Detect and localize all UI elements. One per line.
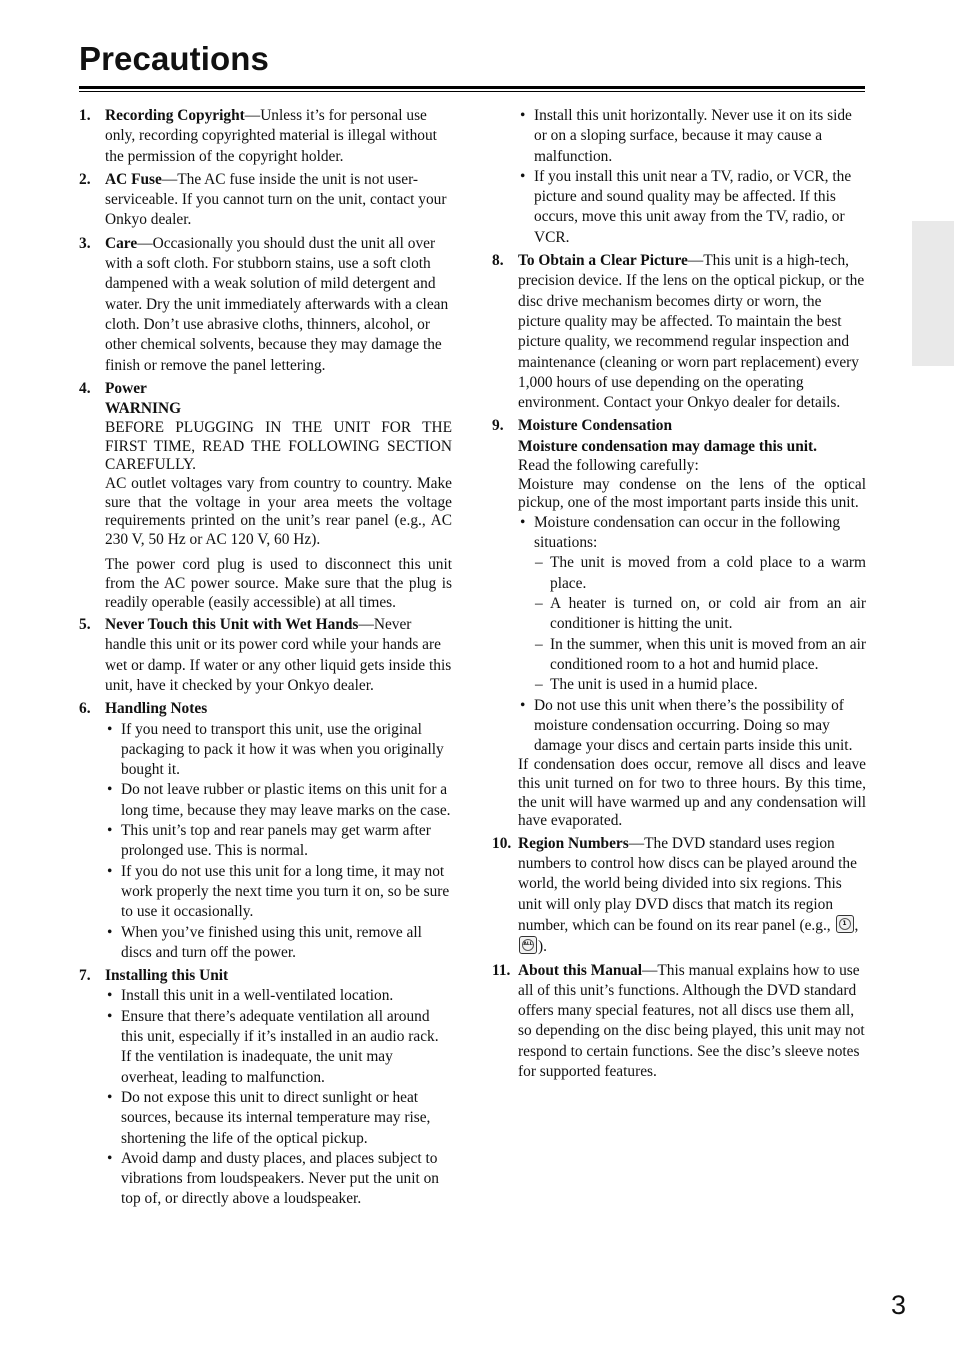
list-item: • Install this unit in a well-ventilated location.: [105, 986, 452, 1006]
region-all-label: ALL: [522, 939, 534, 951]
section-tab: [912, 221, 954, 366]
item-text: —This manual explains how to use all of this unit’s functions. Although the DVD standard offers many special features, not all discs use them all, so depending on the disc being played, this unit may not respond to certain functions. See the disc’s sleeve notes for supported features.: [518, 961, 865, 1081]
item-text: —This unit is a high-tech, precision device. If the lens on the optical pickup, or the disc drive mechanism becomes dirty or worn, the picture quality may be affected. To maintain the best picture quality, we recommend regular inspection and maintenance (cleaning or worn part replacement) every 1,000 hours of use depending on the operating environment. Contact your Onkyo dealer for details.: [518, 252, 865, 412]
sub-list-item: – In the summer, when this unit is moved from an air conditioned room to a hot and humid place.: [534, 635, 866, 676]
item-text: —The DVD standard uses region numbers to control how discs can be played around the world, the world being divided into six regions. This unit will only play DVD discs that match its region number, which can be found on its rear panel (e.g.,: [518, 834, 857, 934]
list-item: • Ensure that there’s adequate ventilation all around this unit, especially if it’s installed in an audio rack. If the ventilation is inadequate, the unit may overheat, leading to malfunction.: [105, 1007, 452, 1088]
moisture-intro: Moisture may condense on the lens of the optical pickup, one of the most important parts inside this unit.: [518, 475, 866, 512]
precaution-power: [79, 379, 452, 612]
item-heading: Region Numbers: [518, 834, 629, 852]
item-text: —Never handle this unit or its power cord while your hands are wet or damp. If water or any other liquid gets inside this unit, have it checked by your Onkyo dealer.: [105, 616, 452, 694]
item-number: 5.: [79, 616, 91, 634]
list-item: • If you do not use this unit for a long time, it may not work properly the next time you turn it on, so be sure to use it occasionally.: [105, 862, 452, 923]
list-item: • This unit’s top and rear panels may get warm after prolonged use. This is normal.: [105, 821, 452, 862]
item-heading: Power: [105, 379, 147, 397]
precaution-care: [79, 234, 452, 376]
list-item: • Avoid damp and dusty places, and places subject to vibrations from loudspeakers. Never put the unit on top of, or directly above a loudspeaker.: [105, 1149, 452, 1210]
power-voltage-text: AC outlet voltages vary from country to country. Make sure that the voltage in your area meets the voltage requirements printed on the unit’s rear panel (e.g., AC 230 V, 50 Hz or AC 120 V, 60 Hz).: [105, 474, 452, 548]
warning-label: WARNING: [105, 400, 182, 418]
item-number: 10.: [492, 834, 512, 852]
list-item: • Do not use this unit when there’s the possibility of moisture condensation occurring. Doing so may damage your discs and certain parts inside this unit.: [518, 696, 866, 757]
moisture-remedy: If condensation does occur, remove all discs and leave this unit turned on for two to three hours. By this time, the unit will have warmed up and any condensation will have evaporated.: [518, 756, 866, 830]
left-column: [79, 106, 452, 1213]
region-all-icon: [519, 936, 537, 954]
separator: ,: [854, 916, 859, 934]
list-item-text: Moisture condensation can occur in the following situations:: [534, 513, 841, 552]
moisture-warning: Moisture condensation may damage this unit.: [518, 437, 817, 455]
list-item: [518, 513, 866, 696]
item-number: 7.: [79, 967, 91, 985]
right-column: [492, 106, 866, 1085]
item-heading: Care: [105, 234, 138, 252]
item-heading: Installing this Unit: [105, 967, 229, 985]
item-text: —The AC fuse inside the unit is not user-serviceable. If you cannot turn on the unit, contact your Onkyo dealer.: [105, 170, 447, 229]
page-title: Precautions: [79, 40, 269, 77]
item-heading: Moisture Condensation: [518, 417, 673, 435]
sub-list-item: – A heater is turned on, or cold air from an air conditioner is hitting the unit.: [534, 594, 866, 635]
item-heading: About this Manual: [518, 961, 643, 979]
list-item: • If you install this unit near a TV, radio, or VCR, the picture and sound quality may be affected. If this occurs, move this unit away from the TV, radio, or VCR.: [518, 167, 866, 248]
precaution-recording-copyright: [79, 106, 452, 167]
item-number: 9.: [492, 417, 504, 435]
list-item: • Do not expose this unit to direct sunlight or heat sources, because its internal temperature may rise, shortening the life of the optical pickup.: [105, 1088, 452, 1149]
item-number: 6.: [79, 700, 91, 718]
item-heading: Recording Copyright: [105, 107, 245, 124]
item-heading: To Obtain a Clear Picture: [518, 252, 688, 270]
item-heading: AC Fuse: [105, 170, 162, 188]
item-number: 8.: [492, 252, 504, 270]
list-item: • If you need to transport this unit, use the original packaging to pack it how it was when you originally bought it.: [105, 720, 452, 781]
closing: ).: [538, 938, 547, 956]
list-item: • When you’ve finished using this unit, remove all discs and turn off the power.: [105, 923, 452, 964]
page-number: 3: [891, 1290, 907, 1320]
item-heading: Handling Notes: [105, 700, 208, 718]
title-rule-thick: [79, 86, 865, 89]
precaution-region-numbers: [492, 834, 866, 958]
list-item: • Do not leave rubber or plastic items on this unit for a long time, because they may leave marks on the case.: [105, 780, 452, 821]
item-number: 11.: [492, 961, 511, 979]
precaution-handling-notes: [79, 699, 452, 963]
region-1-label: 1: [839, 918, 851, 930]
moisture-read: Read the following carefully:: [518, 457, 699, 475]
item-number: 4.: [79, 379, 91, 397]
sub-list-item: – The unit is moved from a cold place to a warm place.: [534, 553, 866, 594]
precaution-wet-hands: [79, 615, 452, 696]
precaution-moisture-condensation: [492, 416, 866, 830]
warning-text: BEFORE PLUGGING IN THE UNIT FOR THE FIRST TIME, READ THE FOLLOWING SECTION CAREFULLY.: [105, 419, 452, 474]
item-text: —Occasionally you should dust the unit all over with a soft cloth. For stubborn stains, use a soft cloth dampened with a weak solution of mild detergent and water. Dry the unit immediately afterwards with a clean cloth. Don’t use abrasive cloths, thinners, alcohol, or other chemical solvents, because they may damage the finish or remove the panel lettering.: [105, 234, 449, 374]
precaution-ac-fuse: [79, 170, 452, 231]
item-number: 2.: [79, 170, 91, 188]
precaution-about-manual: [492, 961, 866, 1083]
precaution-installing-continued: [492, 106, 866, 248]
item-text: —Unless it’s for personal use only, recording copyrighted material is illegal without the permission of the copyright holder.: [105, 107, 437, 165]
power-plug-text: The power cord plug is used to disconnect this unit from the AC power source. Make sure that the plug is readily operable (easily accessible) at all times.: [105, 556, 452, 611]
precaution-clear-picture: [492, 251, 866, 413]
title-rule-thin: [79, 91, 865, 92]
list-item: • Install this unit horizontally. Never use it on its side or on a sloping surface, because it may cause a malfunction.: [518, 106, 866, 167]
item-heading: Never Touch this Unit with Wet Hands: [105, 616, 359, 634]
region-1-icon: [836, 915, 854, 933]
item-number: 1.: [79, 107, 91, 124]
item-number: 3.: [79, 234, 91, 252]
precaution-installing: [79, 966, 452, 1210]
sub-list-item: – The unit is used in a humid place.: [534, 675, 866, 695]
